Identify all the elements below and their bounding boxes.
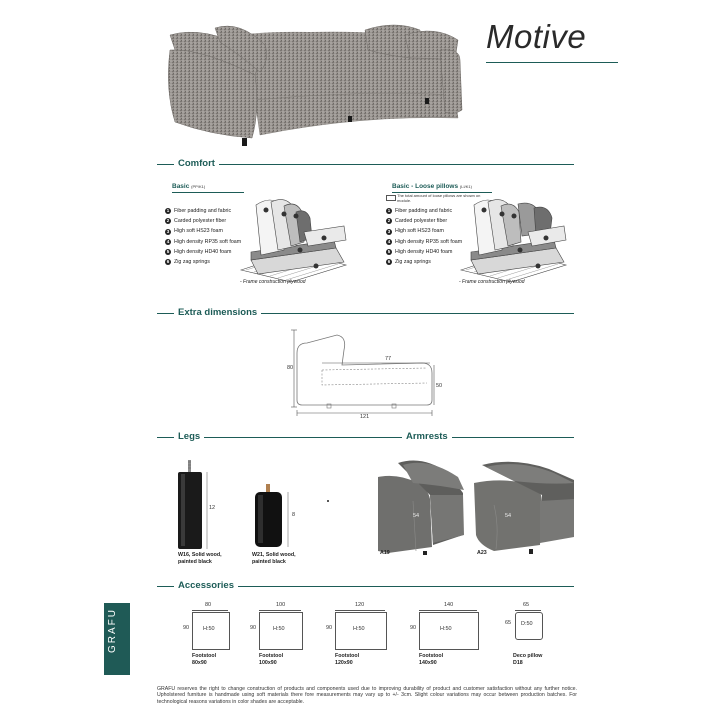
list-item [165,216,241,226]
basic-list [165,206,241,267]
leg-w16-image [175,458,235,553]
acc-width: 80 [205,602,212,608]
footstool-80x90-label [192,653,216,666]
leg-w16-dim: 12 [209,505,216,511]
dim-depth: 77 [385,356,392,362]
list-item [386,216,462,226]
footstool-140x90-label [419,653,443,666]
list-item-label: Zig zag springs [395,259,431,266]
loose-code: (LI/K1) [459,184,472,189]
dim-seat: 50 [436,383,443,389]
acc-width-line [192,610,228,611]
leg-w21-label-line1: W21, Solid wood, [252,552,296,558]
number-badge: 5 [387,248,391,254]
acc-size: D18 [513,659,523,666]
leg-w16-label-line2: painted black [178,558,212,565]
loose-title [392,183,472,190]
armrest-a19-image [378,455,468,555]
acc-name: Footstool [259,653,284,659]
list-item-label: High density HD40 foam [174,248,232,255]
leg-w21-image [252,482,297,552]
armrest-a23-label: A23 [477,550,487,556]
comfort-heading: Comfort [174,158,219,169]
loose-construction-diagram [456,190,574,282]
acc-size: 80x90 [192,659,207,666]
footstool-100x90-label [259,653,283,666]
list-item-label: Fiber padding and fabric [174,208,232,214]
footer-disclaimer: GRAFU reserves the right to change construction of products and components used due to improving durability of product and customer satisfaction without any further notice. Upholstered furniture is handmade using soft materials there fore measurements may vary up to +/- 3cm. Slight colour variations may occur between production batches. For technological reasons variations in color shades are acceptable. [157,686,577,705]
list-item [165,237,241,247]
list-item-label: Fiber padding and fabric [395,208,453,214]
acc-width: 65 [523,602,530,608]
list-item [386,237,462,247]
number-badge: 6 [387,259,391,265]
acc-name: Footstool [419,653,444,659]
number-badge: 4 [166,238,170,244]
acc-height: H:50 [273,626,285,632]
basic-title-text: Basic [172,183,190,190]
list-item-label: High density RP35 soft foam [395,238,463,245]
number-badge: 1 [387,208,391,214]
list-item [386,257,462,267]
leg-w16-label [178,552,222,565]
extra-dimensions-heading: Extra dimensions [174,307,261,318]
acc-width: 100 [276,602,286,608]
list-item [165,257,241,267]
leg-w16-label-line1: W16, Solid wood, [178,552,222,558]
number-badge: 2 [166,218,170,224]
leg-w21-label-line2: painted black [252,558,286,565]
list-item [386,226,462,236]
sofa-image [160,20,470,150]
basic-title [172,183,205,190]
number-badge: 6 [166,259,170,265]
armrest-a19-label: A19 [380,550,390,556]
title-underline [486,62,618,63]
legs-armrests-divider [157,437,574,438]
acc-name: Footstool [192,653,217,659]
number-badge: 2 [387,218,391,224]
leg-w21-label [252,552,296,565]
list-item-label: Carded polyester fiber [395,218,448,225]
brand-logo: GRAFU [107,608,118,653]
acc-depth: 90 [410,625,417,631]
basic-underline [172,192,244,193]
dim-width: 121 [360,414,370,420]
acc-width-line [515,610,541,611]
leg-w21-dim: 8 [292,512,296,518]
number-badge: 1 [166,208,170,214]
armrest-a23-dim: 54 [505,513,512,519]
acc-height: H:50 [353,626,365,632]
loose-note-marker [386,195,396,201]
number-badge: 3 [166,228,170,234]
list-item-label: High soft HS23 foam [395,228,444,235]
acc-width-line [335,610,385,611]
list-item-label: Zig zag springs [174,259,210,266]
acc-name: Deco pillow [513,653,543,659]
dimension-drawing [282,325,442,425]
list-item [386,206,462,216]
loose-caption: - Frame construction plywood [459,279,525,285]
loose-title-text: Basic - Loose pillows [392,183,459,190]
accessories-heading: Accessories [174,580,238,591]
list-item-label: High soft HS23 foam [174,228,223,235]
number-badge: 4 [387,238,391,244]
dot-marker [327,500,329,502]
footstool-120x90-label [335,653,359,666]
basic-construction-diagram [236,190,354,282]
acc-width-line [259,610,301,611]
number-badge: 3 [387,228,391,234]
deco-pillow-label [513,653,542,666]
acc-width: 120 [355,602,365,608]
acc-name: Footstool [335,653,360,659]
basic-code: (PP/K1) [191,184,206,189]
acc-width: 140 [444,602,454,608]
legs-heading: Legs [174,431,204,442]
list-item [165,206,241,216]
list-item-label: Carded polyester fiber [174,218,227,225]
product-title: Motive [486,18,587,55]
acc-depth: 65 [505,620,512,626]
list-item [165,247,241,257]
basic-caption: - Frame construction plywood [240,279,306,285]
acc-height: H:50 [203,626,215,632]
acc-depth: 90 [183,625,190,631]
acc-width-line [419,610,477,611]
list-item [165,226,241,236]
acc-size: 100x90 [259,659,277,666]
brand-tab [104,603,130,675]
armrest-a19-dim: 54 [413,513,420,519]
acc-height: H:50 [440,626,452,632]
acc-depth: 90 [250,625,257,631]
acc-depth: 90 [326,625,333,631]
number-badge: 5 [166,248,170,254]
armrest-a23-image [474,455,574,555]
dim-height: 80 [287,365,294,371]
acc-size: 120x90 [335,659,353,666]
armrests-heading: Armrests [402,431,452,442]
list-item-label: High density HD40 foam [395,248,453,255]
acc-height: D:50 [521,621,533,627]
comfort-divider [157,164,574,165]
loose-note: The total amount of loose pillows are shown on module. [397,193,481,203]
loose-list [386,206,462,267]
list-item-label: High density RP35 soft foam [174,238,242,245]
acc-size: 140x90 [419,659,437,666]
list-item [386,247,462,257]
